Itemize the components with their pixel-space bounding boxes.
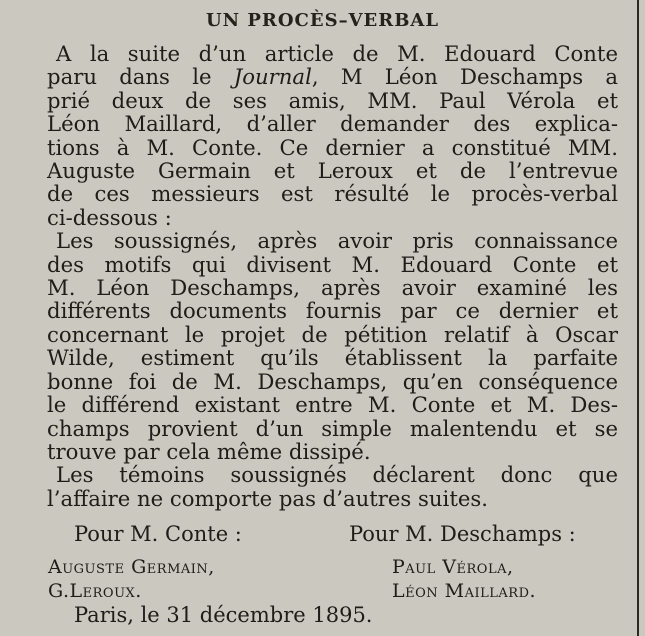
paragraph-conclusion (47, 463, 618, 510)
text-line: Les témoins soussignés déclarent donc que (56, 462, 618, 488)
witness-name: G.Leroux. (48, 580, 142, 602)
dateline: Paris, le 31 décembre 1895. (74, 603, 373, 627)
witness-name: Léon Maillard. (392, 580, 537, 602)
text-line: de ces messieurs est résulté le procès-verbal (47, 181, 618, 207)
witness-name: Paul Vérola, (392, 556, 514, 578)
signature-heading-deschamps: Pour M. Deschamps : (349, 522, 576, 546)
signature-block (0, 522, 645, 602)
text-line: concernant le projet de pétition relatif à Oscar (47, 321, 618, 347)
text-line: champs provient d’un simple malentendu et se (47, 415, 618, 441)
text-line: paru dans le Journal, M Léon Deschamps a (47, 64, 618, 90)
witness-name: Auguste Germain, (48, 556, 215, 578)
text-line: Léon Maillard, d’aller demander des explica- (47, 111, 618, 137)
text-line: trouve par cela même dissipé. (47, 438, 371, 464)
text-line: des motifs qui divisent M. Edouard Conte et (47, 251, 618, 277)
text-line: ci-dessous : (47, 204, 172, 230)
text-line: tions à M. Conte. Ce dernier a constitué MM. (47, 134, 618, 160)
text-line: Auguste Germain et Leroux et de l’entrevue (47, 158, 618, 184)
signature-heading-conte: Pour M. Conte : (74, 522, 242, 546)
text-line: A la suite d’un article de M. Edouard Conte (56, 41, 618, 66)
text-line: l’affaire ne comporte pas d’autres suites. (47, 485, 488, 511)
text-line: différents documents fournis par ce dernier et (47, 298, 618, 324)
text-line: Les soussignés, après avoir pris connaissance (56, 228, 618, 254)
text-line: le différend existant entre M. Conte et M. Des- (47, 392, 618, 418)
text-line: bonne foi de M. Deschamps, qu’en conséquence (47, 368, 618, 394)
text-line: prié deux de ses amis, MM. Paul Vérola et (47, 87, 618, 113)
paragraph-intro (47, 42, 618, 229)
paragraph-statement (47, 229, 618, 463)
text-line: M. Léon Deschamps, après avoir examiné les (47, 275, 618, 301)
article-title: UN PROCÈS–VERBAL (205, 10, 440, 31)
newspaper-name: Journal (233, 64, 312, 90)
article-body (47, 42, 618, 510)
text-line: Wilde, estiment qu’ils établissent la parfaite (47, 345, 618, 371)
